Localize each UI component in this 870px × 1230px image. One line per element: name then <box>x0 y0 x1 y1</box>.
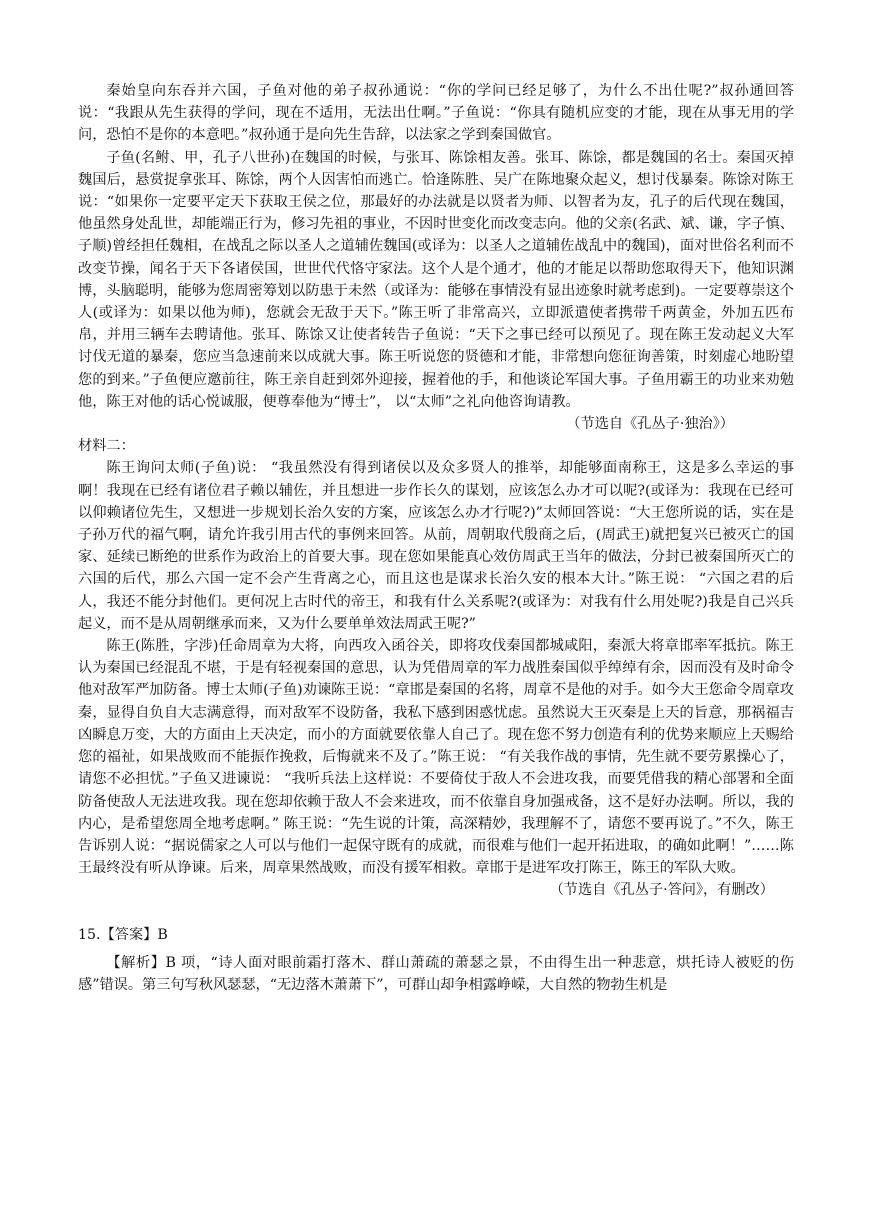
section-label: 材料二： <box>78 438 135 455</box>
answer-line: 15.【答案】B <box>78 926 168 943</box>
source-citation: （节选自《孔丛子·答问》，有删改） <box>549 882 774 899</box>
paragraph: 子鱼(名鲋、甲，孔子八世孙)在魏国的时候，与张耳、陈馀相友善。张耳、陈馀，都是魏国的名士。秦国灭掉魏国后，悬赏捉拿张耳、陈馀，两个人因害怕而逃亡。恰逢陈胜、吴广在陈地聚众起义，想讨伐暴秦。陈馀对陈王说：“如果你一定要平定天下获取王侯之位，那最好的办法就是以贤者为师、以智者为友，孔子的后代现在魏国，他虽然身处乱世，却能端正行为，修习先祖的事业，不因时世变化而改变志向。他的父亲(名武、斌、谦，字子慎、子顺)曾经担任魏相，在战乱之际以圣人之道辅佐魏国(或译为：以圣人之道辅佐战乱中的魏国)，面对世俗名利而不改变节操，闻名于天下各诸侯国，世世代代恪守家法。这个人是个通才，他的才能足以帮助您取得天下，他知识渊博，头脑聪明，能够为您周密筹划以防患于未然（或译为：能够在事情没有显出迹象时就考虑到)。一定要尊崇这个人(或译为：如果以他为师)，您就会无敌于天下。”陈王听了非常高兴，立即派遣使者携带千两黄金，外加五匹布帛，并用三辆车去聘请他。张耳、陈馀又让使者转告子鱼说：“天下之事已经可以预见了。现在陈王发动起义大军讨伐无道的暴秦，您应当急速前来以成就大事。陈王听说您的贤德和才能，非常想向您征询善策，时刻虚心地盼望您的到来。”子鱼便应邀前往，陈王亲自赶到郊外迎接，握着他的手，和他谈论军国大事。子鱼用霸王的功业来劝勉他，陈王对他的话心悦诚服，便尊奉他为“博士”， 以“太师”之礼向他咨询请教。 <box>78 149 794 410</box>
document-page <box>78 80 794 996</box>
source-citation: （节选自《孔丛子·独治》） <box>566 416 734 433</box>
paragraph: 秦始皇向东吞并六国，子鱼对他的弟子叔孙通说：“你的学问已经足够了，为什么不出仕呢?”叔孙通回答说：“我跟从先生获得的学问，现在不适用，无法出仕啊。”子鱼说：“你具有随机应变的才能，现在从事无用的学问，恐怕不是你的本意吧。”叔孙通于是向先生告辞，以法家之学到秦国做官。 <box>78 83 794 144</box>
paragraph: 陈王询问太师(子鱼)说： “我虽然没有得到诸侯以及众多贤人的推举，却能够面南称王，这是多么幸运的事啊！我现在已经有诸位君子赖以辅佐，并且想进一步作长久的谋划，应该怎么办才可以呢?(或译为：我现在已经可以仰赖诸位先生，又想进一步规划长治久安的方案，应该怎么办才行呢?)”太师回答说：“大王您所说的话，实在是子孙万代的福气啊，请允许我引用古代的事例来回答。从前，周朝取代殷商之后，(周武王)就把复兴已被灭亡的国家、延续已断绝的世系作为政治上的首要大事。现在您如果能真心效仿周武王当年的做法，分封已被秦国所灭亡的六国的后代，那么六国一定不会产生背离之心，而且这也是谋求长治久安的根本大计。”陈王说： “六国之君的后人，我还不能分封他们。更何况上古时代的帝王，和我有什么关系呢?(或译为：对我有什么用处呢?)我是自己兴兵起义，而不是从周朝继承而来，又为什么要单单效法周武王呢?” <box>78 460 794 632</box>
analysis-paragraph: 【解析】B 项，“诗人面对眼前霜打落木、群山萧疏的萧瑟之景，不由得生出一种悲意，烘托诗人被贬的伤感”错误。第三句写秋风瑟瑟，“无边落木萧萧下”，可群山却争相露峥嵘，大自然的物勃生机是 <box>78 954 794 993</box>
paragraph: 陈王(陈胜，字涉)任命周章为大将，向西攻入函谷关，即将攻伐秦国都城咸阳，秦派大将章邯率军抵抗。陈王认为秦国已经混乱不堪，于是有轻视秦国的意思，认为凭借周章的军力战胜秦国似乎绰绰有余，因而没有及时命令他对敌军严加防备。博士太师(子鱼)劝谏陈王说：“章邯是秦国的名将，周章不是他的对手。如今大王您命令周章攻秦，显得自负自大志满意得，而对敌军不设防备，我私下感到困惑忧虑。虽然说大王灭秦是上天的旨意，那祸福吉凶瞬息万变，大的方面由上天决定，而小的方面就要依靠人自己了。现在您不努力创造有利的优势来顺应上天赐给您的福祉，如果战败而不能振作挽救，后悔就来不及了。”陈王说： “有关我作战的事情，先生就不要劳累操心了，请您不必担忧。”子鱼又进谏说： “我听兵法上这样说：不要倚仗于敌人不会进攻我，而要凭借我的精心部署和全面防备使敌人无法进攻我。现在您却依赖于敌人不会来进攻，而不依靠自身加强戒备，这不是好办法啊。所以，我的内心，是希望您周全地考虑啊。” 陈王说：“先生说的计策，高深精妙，我理解不了，请您不要再说了。”不久，陈王告诉别人说：“据说儒家之人可以与他们一起保守既有的成就，而很难与他们一起开拓进取，的确如此啊！”……陈王最终没有听从诤谏。后来，周章果然战败，而没有援军相救。章邯于是进军攻打陈王，陈王的军队大败。 <box>78 638 794 877</box>
